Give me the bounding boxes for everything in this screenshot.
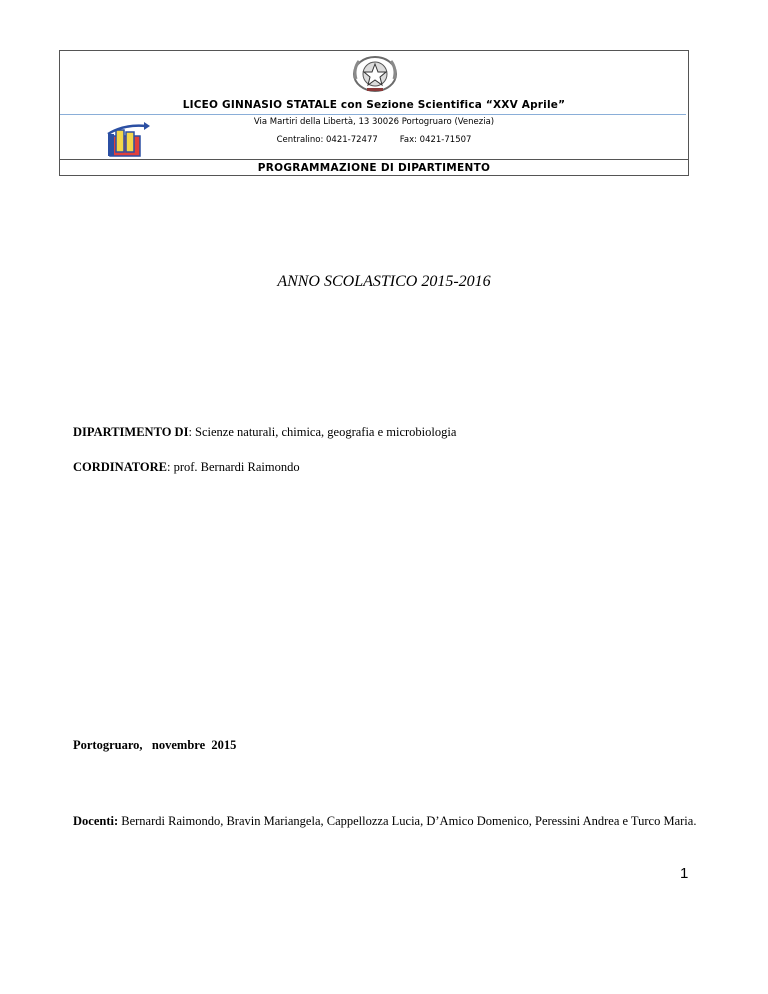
phone-number: Centralino: 0421-72477 xyxy=(276,135,378,145)
letterhead xyxy=(59,50,689,176)
coordinator-line xyxy=(73,460,300,475)
coordinator-label: CORDINATORE xyxy=(73,460,167,474)
teachers-value: Bernardi Raimondo, Bravin Mariangela, Cappellozza Lucia, D’Amico Domenico, Peressini Andrea e Turco Maria. xyxy=(118,814,697,828)
school-year-title: ANNO SCOLASTICO 2015-2016 xyxy=(277,273,491,290)
school-address: Via Martiri della Libertà, 13 30026 Portogruaro (Venezia) xyxy=(253,117,495,127)
header-rule xyxy=(60,114,686,115)
program-title: PROGRAMMAZIONE DI DIPARTIMENTO xyxy=(257,162,491,174)
italian-republic-emblem-icon xyxy=(347,53,403,93)
department-label: DIPARTIMENTO DI xyxy=(73,425,189,439)
header-divider xyxy=(60,159,688,160)
fax-number: Fax: 0421-71507 xyxy=(399,135,472,145)
teachers-label: Docenti: xyxy=(73,814,119,828)
coordinator-value: : prof. Bernardi Raimondo xyxy=(167,460,300,474)
school-name: LICEO GINNASIO STATALE con Sezione Scientifica “XXV Aprile” xyxy=(182,99,566,111)
page-number: 1 xyxy=(680,865,689,882)
school-contacts xyxy=(60,135,688,145)
department-value: : Scienze naturali, chimica, geografia e microbiologia xyxy=(188,425,457,439)
teachers-line xyxy=(73,813,699,830)
place-date: Portogruaro, novembre 2015 xyxy=(73,738,237,752)
department-line xyxy=(73,425,456,440)
